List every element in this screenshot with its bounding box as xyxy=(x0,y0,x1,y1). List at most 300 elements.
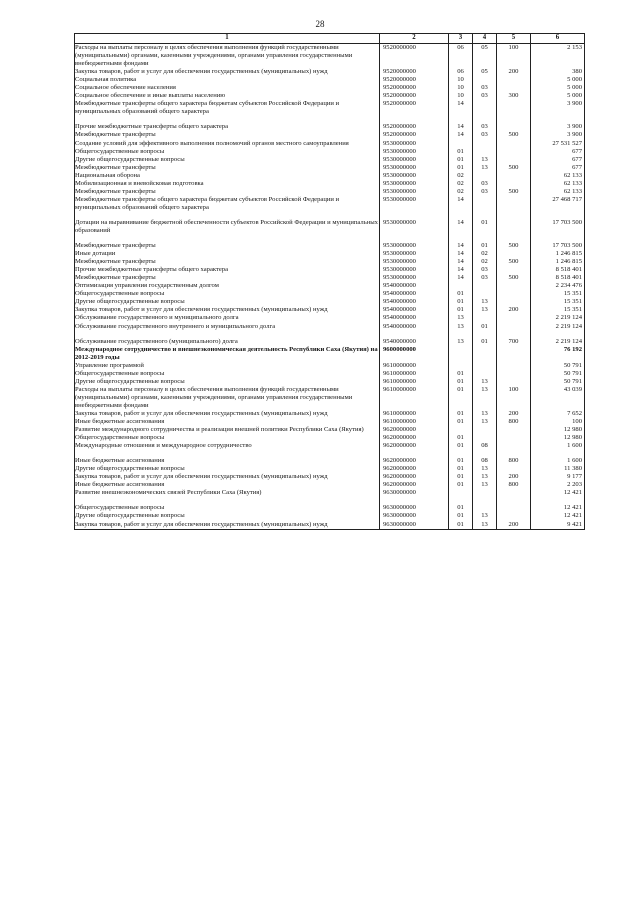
table-row xyxy=(75,148,585,156)
row-name: Общегосударственные вопросы xyxy=(75,290,380,298)
row-code: 9620000000 xyxy=(380,481,449,489)
table-row xyxy=(75,282,585,290)
row-section: 01 xyxy=(449,418,473,426)
row-code: 9630000000 xyxy=(380,489,449,504)
row-name: Межбюджетные трансферты xyxy=(75,258,380,266)
row-code: 9520000000 xyxy=(380,68,449,76)
row-subsection xyxy=(473,504,497,512)
row-expense-type xyxy=(497,282,531,290)
row-code: 9620000000 xyxy=(380,442,449,457)
row-name: Межбюджетные трансферты xyxy=(75,131,380,139)
row-expense-type: 500 xyxy=(497,258,531,266)
row-expense-type xyxy=(497,100,531,123)
row-code: 9540000000 xyxy=(380,282,449,290)
row-subsection: 08 xyxy=(473,442,497,457)
table-row xyxy=(75,290,585,298)
table-header-row xyxy=(75,34,585,44)
row-code: 9530000000 xyxy=(380,242,449,250)
row-section: 01 xyxy=(449,434,473,442)
row-amount: 2 219 124 xyxy=(531,323,585,338)
row-amount: 11 380 xyxy=(531,465,585,473)
table-row xyxy=(75,370,585,378)
row-code: 9620000000 xyxy=(380,473,449,481)
row-section: 14 xyxy=(449,219,473,242)
row-code: 9540000000 xyxy=(380,314,449,322)
row-name: Иные бюджетные ассигнования xyxy=(75,457,380,465)
row-section xyxy=(449,426,473,434)
row-subsection xyxy=(473,434,497,442)
row-name: Прочие межбюджетные трансферты общего характера xyxy=(75,123,380,131)
row-amount: 62 133 xyxy=(531,188,585,196)
row-section: 01 xyxy=(449,512,473,520)
table-row xyxy=(75,306,585,314)
row-expense-type: 200 xyxy=(497,473,531,481)
row-amount: 100 xyxy=(531,418,585,426)
row-code: 9520000000 xyxy=(380,100,449,123)
table-row xyxy=(75,258,585,266)
row-code: 9620000000 xyxy=(380,434,449,442)
row-section: 01 xyxy=(449,473,473,481)
header-col-6: 6 xyxy=(531,34,585,44)
row-expense-type xyxy=(497,346,531,362)
row-code: 9520000000 xyxy=(380,44,449,69)
table-row xyxy=(75,434,585,442)
table-row xyxy=(75,44,585,69)
row-section: 06 xyxy=(449,68,473,76)
row-code: 9530000000 xyxy=(380,274,449,282)
row-name: Международные отношения и международное сотрудничество xyxy=(75,442,380,457)
table-row xyxy=(75,521,585,530)
row-code: 9610000000 xyxy=(380,378,449,386)
row-section: 01 xyxy=(449,504,473,512)
table-row xyxy=(75,84,585,92)
row-amount: 380 xyxy=(531,68,585,76)
header-col-2: 2 xyxy=(380,34,449,44)
row-section: 13 xyxy=(449,314,473,322)
row-name: Иные бюджетные ассигнования xyxy=(75,481,380,489)
row-section xyxy=(449,489,473,504)
row-expense-type xyxy=(497,290,531,298)
table-row xyxy=(75,123,585,131)
row-code: 9630000000 xyxy=(380,521,449,530)
row-expense-type: 800 xyxy=(497,481,531,489)
row-name: Другие общегосударственные вопросы xyxy=(75,156,380,164)
table-row xyxy=(75,457,585,465)
row-subsection: 13 xyxy=(473,418,497,426)
table-row xyxy=(75,314,585,322)
row-amount: 12 980 xyxy=(531,426,585,434)
row-amount: 12 421 xyxy=(531,489,585,504)
row-expense-type xyxy=(497,180,531,188)
row-section: 10 xyxy=(449,92,473,100)
row-code: 9530000000 xyxy=(380,250,449,258)
row-expense-type xyxy=(497,362,531,370)
row-section: 14 xyxy=(449,274,473,282)
header-col-4: 4 xyxy=(473,34,497,44)
table-row xyxy=(75,172,585,180)
row-expense-type xyxy=(497,123,531,131)
row-name: Иные бюджетные ассигнования xyxy=(75,418,380,426)
row-name: Создание условий для эффективного выполнения полномочий органов местного самоуправления xyxy=(75,140,380,148)
row-expense-type xyxy=(497,196,531,219)
row-expense-type: 100 xyxy=(497,386,531,410)
row-amount: 50 791 xyxy=(531,370,585,378)
row-code: 9530000000 xyxy=(380,164,449,172)
row-amount: 15 351 xyxy=(531,306,585,314)
row-subsection: 01 xyxy=(473,242,497,250)
row-subsection xyxy=(473,100,497,123)
table-row xyxy=(75,68,585,76)
row-code: 9530000000 xyxy=(380,188,449,196)
row-name: Развитие внешнеэкономических связей Республики Саха (Якутия) xyxy=(75,489,380,504)
page-number: 28 xyxy=(315,19,325,29)
row-expense-type: 500 xyxy=(497,274,531,282)
row-expense-type: 200 xyxy=(497,521,531,530)
row-code: 9600000000 xyxy=(380,346,449,362)
row-subsection: 03 xyxy=(473,188,497,196)
row-name: Общегосударственные вопросы xyxy=(75,434,380,442)
table-row xyxy=(75,92,585,100)
row-name: Иные дотации xyxy=(75,250,380,258)
row-subsection: 13 xyxy=(473,473,497,481)
table-row xyxy=(75,418,585,426)
row-section: 02 xyxy=(449,188,473,196)
row-section: 06 xyxy=(449,44,473,69)
row-code: 9530000000 xyxy=(380,172,449,180)
table-row xyxy=(75,504,585,512)
row-code: 9530000000 xyxy=(380,148,449,156)
row-name: Международное сотрудничество и внешнеэкономическая деятельность Республики Саха (Якутия) на 2012-2019 годы xyxy=(75,345,378,361)
row-amount: 15 351 xyxy=(531,290,585,298)
row-subsection: 13 xyxy=(473,465,497,473)
row-code: 9610000000 xyxy=(380,418,449,426)
row-amount: 27 531 527 xyxy=(531,140,585,148)
row-expense-type xyxy=(497,140,531,148)
row-amount: 1 600 xyxy=(531,457,585,465)
row-amount: 12 421 xyxy=(531,504,585,512)
row-subsection: 03 xyxy=(473,180,497,188)
row-code: 9520000000 xyxy=(380,84,449,92)
row-expense-type xyxy=(497,434,531,442)
row-name: Социальное обеспечение и иные выплаты населению xyxy=(75,92,380,100)
header-col-5: 5 xyxy=(497,34,531,44)
row-subsection xyxy=(473,290,497,298)
row-section: 01 xyxy=(449,378,473,386)
row-expense-type xyxy=(497,504,531,512)
table-row xyxy=(75,180,585,188)
row-code: 9520000000 xyxy=(380,76,449,84)
row-subsection xyxy=(473,314,497,322)
row-subsection: 13 xyxy=(473,386,497,410)
row-expense-type: 800 xyxy=(497,418,531,426)
row-section xyxy=(449,346,473,362)
row-subsection xyxy=(473,140,497,148)
row-expense-type xyxy=(497,250,531,258)
row-amount: 50 791 xyxy=(531,362,585,370)
row-name: Дотации на выравнивание бюджетной обеспеченности субъектов Российской Федерации и муниципальных образований xyxy=(75,219,380,242)
row-amount: 2 219 124 xyxy=(531,338,585,346)
table-row xyxy=(75,386,585,410)
row-section: 14 xyxy=(449,242,473,250)
row-section xyxy=(449,362,473,370)
row-name: Оптимизация управления государственным долгом xyxy=(75,282,380,290)
row-section: 01 xyxy=(449,370,473,378)
row-expense-type: 300 xyxy=(497,92,531,100)
row-code: 9520000000 xyxy=(380,123,449,131)
row-amount: 3 900 xyxy=(531,100,585,123)
row-expense-type xyxy=(497,266,531,274)
row-amount: 5 000 xyxy=(531,92,585,100)
row-code: 9520000000 xyxy=(380,131,449,139)
row-expense-type: 500 xyxy=(497,242,531,250)
row-expense-type: 500 xyxy=(497,131,531,139)
row-code: 9530000000 xyxy=(380,156,449,164)
table-row xyxy=(75,274,585,282)
header-col-3: 3 xyxy=(449,34,473,44)
row-code: 9540000000 xyxy=(380,338,449,346)
row-subsection: 13 xyxy=(473,410,497,418)
row-section: 14 xyxy=(449,250,473,258)
row-amount: 50 791 xyxy=(531,378,585,386)
row-amount: 677 xyxy=(531,156,585,164)
row-expense-type xyxy=(497,219,531,242)
row-amount: 677 xyxy=(531,148,585,156)
row-section: 14 xyxy=(449,100,473,123)
row-subsection: 13 xyxy=(473,164,497,172)
row-name: Закупка товаров, работ и услуг для обеспечения государственных (муниципальных) нужд xyxy=(75,306,380,314)
table-row xyxy=(75,219,585,242)
row-name: Закупка товаров, работ и услуг для обеспечения государственных (муниципальных) нужд xyxy=(75,521,380,530)
row-expense-type: 500 xyxy=(497,164,531,172)
row-section: 02 xyxy=(449,172,473,180)
row-section: 01 xyxy=(449,156,473,164)
row-amount: 17 703 500 xyxy=(531,219,585,242)
row-code: 9530000000 xyxy=(380,140,449,148)
row-code: 9530000000 xyxy=(380,266,449,274)
row-code: 9530000000 xyxy=(380,219,449,242)
table-row xyxy=(75,512,585,520)
row-section xyxy=(449,282,473,290)
row-expense-type xyxy=(497,148,531,156)
row-subsection: 13 xyxy=(473,512,497,520)
row-code: 9540000000 xyxy=(380,323,449,338)
table-body xyxy=(75,44,585,530)
row-name: Закупка товаров, работ и услуг для обеспечения государственных (муниципальных) нужд xyxy=(75,473,380,481)
row-amount: 15 351 xyxy=(531,298,585,306)
row-subsection xyxy=(473,282,497,290)
row-name: Прочие межбюджетные трансферты общего характера xyxy=(75,266,380,274)
row-subsection: 03 xyxy=(473,266,497,274)
table-row xyxy=(75,131,585,139)
row-section: 01 xyxy=(449,465,473,473)
row-expense-type xyxy=(497,323,531,338)
table-row xyxy=(75,140,585,148)
row-code: 9620000000 xyxy=(380,426,449,434)
row-expense-type: 100 xyxy=(497,44,531,69)
budget-table xyxy=(74,33,585,530)
row-subsection xyxy=(473,346,497,362)
table-row xyxy=(75,266,585,274)
table-row xyxy=(75,481,585,489)
row-code: 9610000000 xyxy=(380,386,449,410)
row-section: 01 xyxy=(449,410,473,418)
row-subsection: 05 xyxy=(473,44,497,69)
table-row xyxy=(75,156,585,164)
row-amount: 2 153 xyxy=(531,44,585,69)
table-row xyxy=(75,100,585,123)
row-name: Закупка товаров, работ и услуг для обеспечения государственных (муниципальных) нужд xyxy=(75,410,380,418)
row-subsection: 13 xyxy=(473,521,497,530)
row-name: Закупка товаров, работ и услуг для обеспечения государственных (муниципальных) нужд xyxy=(75,68,380,76)
row-amount: 12 421 xyxy=(531,512,585,520)
table-row xyxy=(75,378,585,386)
row-code: 9630000000 xyxy=(380,512,449,520)
row-expense-type xyxy=(497,298,531,306)
table-row xyxy=(75,76,585,84)
row-section: 14 xyxy=(449,123,473,131)
row-subsection: 03 xyxy=(473,131,497,139)
row-expense-type: 200 xyxy=(497,306,531,314)
row-subsection: 05 xyxy=(473,68,497,76)
row-amount: 5 000 xyxy=(531,76,585,84)
row-expense-type xyxy=(497,442,531,457)
table-row xyxy=(75,323,585,338)
row-amount: 62 133 xyxy=(531,172,585,180)
row-expense-type xyxy=(497,156,531,164)
row-subsection: 13 xyxy=(473,378,497,386)
row-name: Расходы на выплаты персоналу в целях обеспечения выполнения функций государственными (муниципальными) органами, казенными учреждениями, органами управления государственными внебюджетными фондами xyxy=(75,386,380,410)
row-section: 14 xyxy=(449,131,473,139)
row-name: Межбюджетные трансферты xyxy=(75,242,380,250)
row-section: 14 xyxy=(449,258,473,266)
row-code: 9520000000 xyxy=(380,92,449,100)
row-name: Социальная политика xyxy=(75,76,380,84)
row-code: 9530000000 xyxy=(380,180,449,188)
row-name: Межбюджетные трансферты xyxy=(75,188,380,196)
row-code: 9540000000 xyxy=(380,290,449,298)
table-row xyxy=(75,362,585,370)
row-code: 9610000000 xyxy=(380,410,449,418)
row-name: Социальное обеспечение населения xyxy=(75,84,380,92)
row-expense-type: 200 xyxy=(497,410,531,418)
row-expense-type xyxy=(497,512,531,520)
row-subsection: 13 xyxy=(473,156,497,164)
table-row xyxy=(75,196,585,219)
row-subsection: 13 xyxy=(473,481,497,489)
row-subsection: 02 xyxy=(473,258,497,266)
row-amount: 7 652 xyxy=(531,410,585,418)
row-name: Расходы на выплаты персоналу в целях обеспечения выполнения функций государственными (муниципальными) органами, казенными учреждениями, органами управления государственными внебюджетными фондами xyxy=(75,44,380,69)
row-amount: 3 900 xyxy=(531,131,585,139)
row-expense-type: 200 xyxy=(497,68,531,76)
row-subsection xyxy=(473,489,497,504)
row-name: Управление программой xyxy=(75,362,380,370)
row-code: 9620000000 xyxy=(380,457,449,465)
row-code: 9530000000 xyxy=(380,258,449,266)
row-subsection: 08 xyxy=(473,457,497,465)
row-code: 9630000000 xyxy=(380,504,449,512)
row-expense-type xyxy=(497,314,531,322)
row-section: 01 xyxy=(449,481,473,489)
row-name: Межбюджетные трансферты общего характера бюджетам субъектов Российской Федерации и муниципальных образований общего характера xyxy=(75,196,380,219)
row-section: 10 xyxy=(449,76,473,84)
row-amount: 43 039 xyxy=(531,386,585,410)
row-expense-type: 800 xyxy=(497,457,531,465)
row-subsection: 03 xyxy=(473,123,497,131)
row-expense-type xyxy=(497,84,531,92)
row-name: Национальная оборона xyxy=(75,172,380,180)
row-section: 01 xyxy=(449,290,473,298)
row-name: Межбюджетные трансферты общего характера бюджетам субъектов Российской Федерации и муниципальных образований общего характера xyxy=(75,100,380,123)
table-row xyxy=(75,250,585,258)
row-amount: 1 246 815 xyxy=(531,258,585,266)
row-code: 9540000000 xyxy=(380,298,449,306)
row-name: Обслуживание государственного внутреннего и муниципального долга xyxy=(75,323,380,338)
row-amount: 9 177 xyxy=(531,473,585,481)
row-subsection: 02 xyxy=(473,250,497,258)
row-section: 01 xyxy=(449,148,473,156)
row-amount: 62 133 xyxy=(531,180,585,188)
row-name: Общегосударственные вопросы xyxy=(75,504,380,512)
row-subsection xyxy=(473,426,497,434)
row-expense-type xyxy=(497,76,531,84)
row-code: 9620000000 xyxy=(380,465,449,473)
row-section: 14 xyxy=(449,266,473,274)
row-amount: 1 600 xyxy=(531,442,585,457)
row-name: Другие общегосударственные вопросы xyxy=(75,378,380,386)
header-col-1: 1 xyxy=(75,34,380,44)
table-row xyxy=(75,188,585,196)
table-row xyxy=(75,410,585,418)
row-expense-type xyxy=(497,489,531,504)
row-name: Общегосударственные вопросы xyxy=(75,148,380,156)
row-expense-type xyxy=(497,378,531,386)
row-subsection: 03 xyxy=(473,274,497,282)
row-name: Другие общегосударственные вопросы xyxy=(75,512,380,520)
row-expense-type xyxy=(497,465,531,473)
row-section: 02 xyxy=(449,180,473,188)
row-subsection: 01 xyxy=(473,338,497,346)
row-section: 01 xyxy=(449,386,473,410)
row-subsection: 01 xyxy=(473,219,497,242)
row-section: 01 xyxy=(449,442,473,457)
row-section: 01 xyxy=(449,457,473,465)
row-code: 9540000000 xyxy=(380,306,449,314)
table-row xyxy=(75,473,585,481)
row-code: 9610000000 xyxy=(380,362,449,370)
row-name: Межбюджетные трансферты xyxy=(75,164,380,172)
table-row xyxy=(75,164,585,172)
row-expense-type xyxy=(497,172,531,180)
row-subsection: 03 xyxy=(473,92,497,100)
row-section: 01 xyxy=(449,298,473,306)
table-row xyxy=(75,346,585,362)
row-subsection xyxy=(473,172,497,180)
row-subsection: 01 xyxy=(473,323,497,338)
row-amount: 8 518 401 xyxy=(531,266,585,274)
row-expense-type: 700 xyxy=(497,338,531,346)
row-amount: 8 518 401 xyxy=(531,274,585,282)
row-amount: 3 900 xyxy=(531,123,585,131)
row-section: 01 xyxy=(449,164,473,172)
row-name: Другие общегосударственные вопросы xyxy=(75,465,380,473)
row-amount: 9 421 xyxy=(531,521,585,530)
row-subsection xyxy=(473,76,497,84)
row-code: 9530000000 xyxy=(380,196,449,219)
row-section: 13 xyxy=(449,323,473,338)
row-expense-type xyxy=(497,426,531,434)
row-amount: 76 192 xyxy=(531,346,585,362)
